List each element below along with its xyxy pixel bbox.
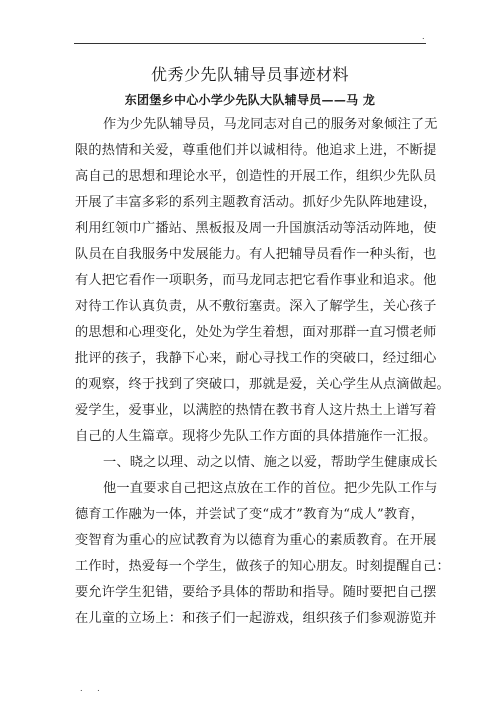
body-line: 在儿童的立场上：和孩子们一起游戏，组织孩子们参观游览并 — [75, 611, 437, 626]
body-line: 队员在自我服务中发展能力。有人把辅导员看作一种头衔，也 — [75, 247, 437, 262]
body-line: 批评的孩子，我静下心来，耐心寻找工作的突破口，经过细心 — [75, 351, 437, 366]
body-line: 利用红领巾广播站、黑板报及周一升国旗活动等活动阵地，使 — [75, 221, 437, 236]
section-heading: 一、晓之以理、动之以情、施之以爱，帮助学生健康成长 — [103, 455, 438, 470]
body-line: 德育工作融为一体，并尝试了变“成才”教育为“成人”教育， — [75, 507, 425, 522]
body-line: 要允许学生犯错，要给予具体的帮助和指导。随时要把自己摆 — [75, 585, 437, 600]
body-line: 变智育为重心的应试教育为以德育为重心的素质教育。在开展 — [75, 533, 437, 548]
body-line: 爱学生，爱事业，以满腔的热情在教书育人这片热土上谱写着 — [75, 403, 437, 418]
body-line: 工作时，热爱每一个学生，做孩子的知心朋友。时刻提醒自己： — [75, 559, 450, 574]
body-line: 对待工作认真负责，从不敷衍塞责。深入了解学生，关心孩子 — [75, 299, 437, 314]
body-line: 自己的人生篇章。现将少先队工作方面的具体措施作一汇报。 — [75, 429, 437, 444]
body-line: 他一直要求自己把这点放在工作的首位。把少先队工作与 — [103, 481, 438, 496]
body-line: 限的热情和关爱，尊重他们并以诚相待。他追求上进，不断提 — [75, 143, 437, 158]
body-line: 作为少先队辅导员，马龙同志对自己的服务对象倾注了无 — [103, 117, 438, 132]
body-line: 的观察，终于找到了突破口，那就是爱，关心学生从点滴做起。 — [75, 377, 450, 392]
document-body — [75, 112, 450, 632]
header-mark: . — [422, 32, 425, 41]
body-line: 高自己的思想和理论水平，创造性的开展工作，组织少先队员 — [75, 169, 437, 184]
footer-marks: . . — [80, 684, 106, 693]
body-line: 的思想和心理变化，处处为学生着想，面对那群一直习惯老师 — [75, 325, 437, 340]
document-title: 优秀少先队辅导员事迹材料 — [150, 65, 349, 84]
body-line: 有人把它看作一项职务，而马龙同志把它看作事业和追求。他 — [75, 273, 437, 288]
body-line: 开展了丰富多彩的系列主题教育活动。抓好少先队阵地建设， — [75, 195, 437, 210]
document-subtitle: 东团堡乡中心小学少先队大队辅导员——马 龙 — [124, 93, 376, 107]
header-rule — [74, 43, 426, 44]
